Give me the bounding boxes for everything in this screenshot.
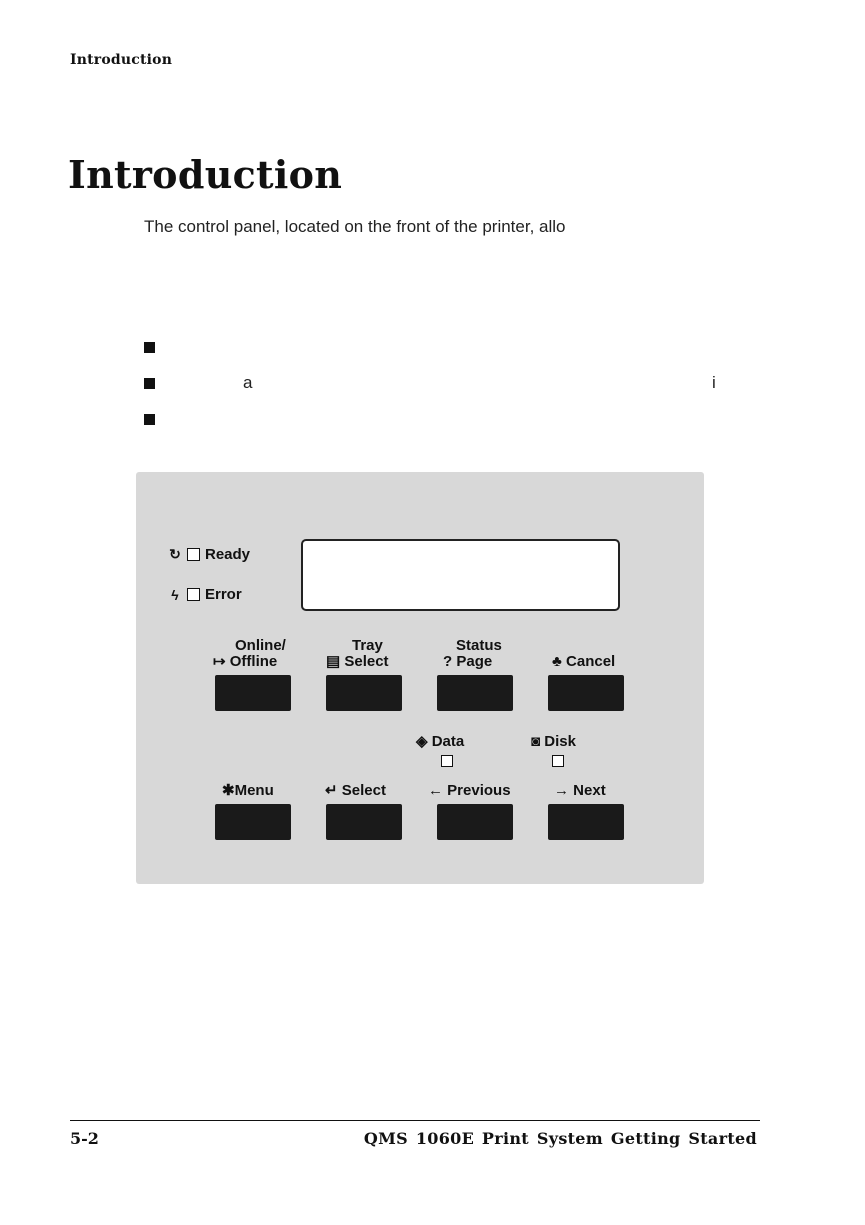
error-label: Error <box>205 586 242 603</box>
select-button[interactable] <box>326 804 402 840</box>
lcd-display <box>301 539 620 611</box>
enter-icon: ↵ <box>325 782 338 799</box>
error-icon: ϟ <box>171 586 179 603</box>
ready-label: Ready <box>205 546 251 563</box>
tray-select-button[interactable] <box>326 675 402 711</box>
online-label-line2: Offline <box>229 653 278 670</box>
previous-label <box>428 783 511 799</box>
tray-label <box>326 637 389 670</box>
next-button[interactable] <box>548 804 624 840</box>
bullet-fragment: i <box>712 373 716 392</box>
select-label <box>325 783 386 799</box>
section-title: Introduction <box>68 152 343 197</box>
data-indicator <box>441 755 453 767</box>
question-icon: ? <box>443 653 453 670</box>
status-label <box>443 637 502 670</box>
cancel-button[interactable] <box>548 675 624 711</box>
bullet-text: a <box>243 373 253 392</box>
tray-label-line1: Tray <box>352 637 383 654</box>
intro-paragraph: The control panel, located on the front of the printer, allo <box>144 217 566 236</box>
online-label <box>213 637 286 670</box>
ready-led <box>168 546 250 563</box>
menu-label <box>222 783 274 799</box>
menu-icon: ✱ <box>222 782 235 799</box>
page-number: 5-2 <box>70 1129 99 1148</box>
menu-label-text: Menu <box>234 782 274 799</box>
bullet-list <box>144 340 744 448</box>
online-offline-button[interactable] <box>215 675 291 711</box>
list-item <box>144 412 744 448</box>
document-title: QMS 1060E Print System Getting Started <box>363 1129 757 1148</box>
cancel-icon: ♣ <box>552 653 562 670</box>
running-head: Introduction <box>70 52 173 68</box>
select-label-text: Select <box>341 782 386 799</box>
status-label-line2: Page <box>456 653 493 670</box>
disk-indicator <box>552 755 564 767</box>
disk-label: Disk <box>544 733 576 750</box>
ready-indicator <box>187 548 200 561</box>
bullet-square-icon <box>144 378 155 389</box>
disk-icon: ◙ <box>531 733 541 750</box>
disk-indicator-label <box>531 734 576 750</box>
cancel-label <box>552 654 615 670</box>
bullet-square-icon <box>144 342 155 353</box>
bullet-square-icon <box>144 414 155 425</box>
status-label-line1: Status <box>456 637 502 654</box>
online-label-line1: Online/ <box>235 637 286 654</box>
cancel-label-text: Cancel <box>566 653 616 670</box>
error-indicator <box>187 588 200 601</box>
right-arrow-icon: → <box>554 782 569 799</box>
data-label: Data <box>431 733 465 750</box>
control-panel-figure <box>136 472 704 884</box>
list-item <box>144 373 744 412</box>
online-icon: ↦ <box>213 653 226 670</box>
tray-label-line2: Select <box>344 653 389 670</box>
menu-button[interactable] <box>215 804 291 840</box>
previous-button[interactable] <box>437 804 513 840</box>
error-led <box>168 586 242 603</box>
ready-icon: ↻ <box>169 546 181 562</box>
list-item <box>144 340 744 376</box>
previous-label-text: Previous <box>447 782 511 799</box>
data-indicator-label <box>416 734 464 750</box>
next-label <box>554 783 606 799</box>
status-page-button[interactable] <box>437 675 513 711</box>
data-icon: ◈ <box>416 733 428 750</box>
tray-icon: ▤ <box>326 653 341 670</box>
footer-rule <box>70 1120 760 1121</box>
next-label-text: Next <box>573 782 606 799</box>
left-arrow-icon: ← <box>428 782 443 799</box>
